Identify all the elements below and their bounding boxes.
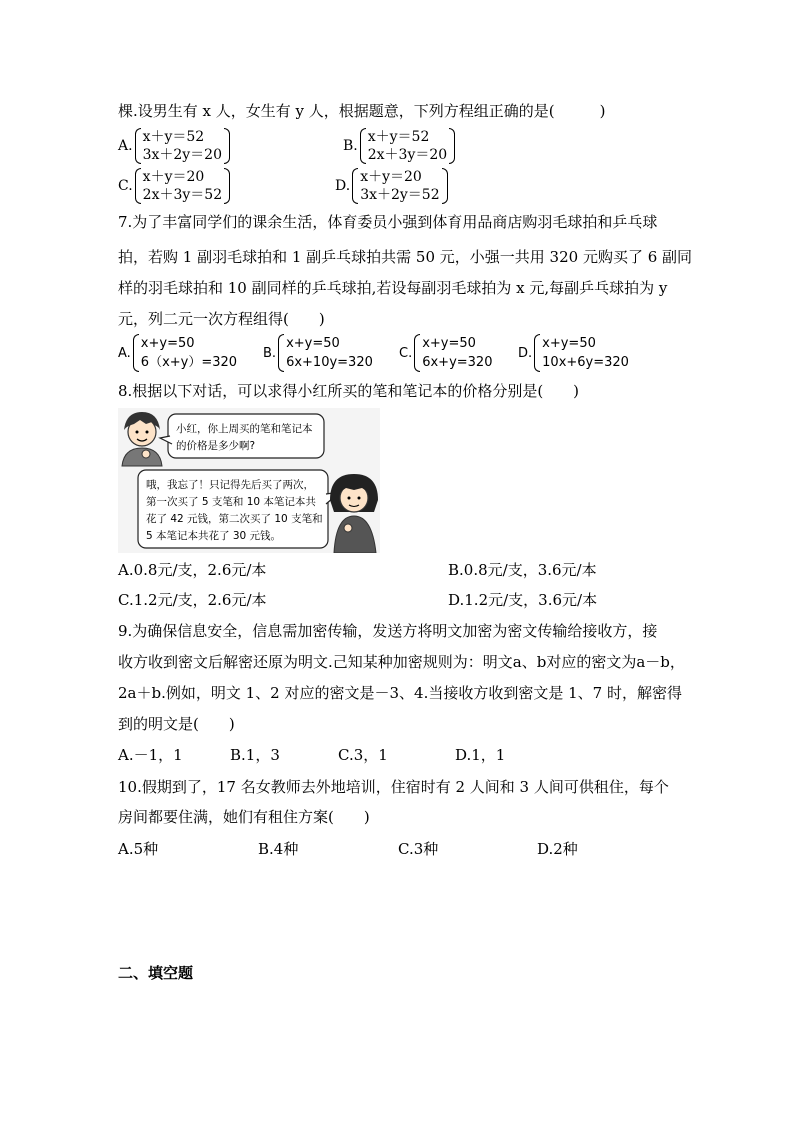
girl-speech-bubble	[138, 470, 340, 548]
q6-option-c[interactable]	[118, 168, 230, 204]
equation: 6x+10y=320	[286, 355, 373, 370]
q6-option-d[interactable]	[335, 168, 448, 204]
equation: x+y=50	[542, 336, 596, 351]
dialog-illustration	[118, 408, 380, 553]
right-paren	[224, 128, 230, 164]
boy-speech-bubble	[160, 414, 324, 458]
q9-stem-line: 2a＋b.例如，明文 1、2 对应的密文是－3、4.当接收方收到密文是 1、7 时，解密得	[118, 684, 682, 702]
girl-dialog-line: 花了 42 元钱，第二次买了 10 支笔和	[146, 513, 323, 525]
girl-dialog-line: 第一次买了 5 支笔和 10 本笔记本共	[146, 496, 316, 508]
equation: x+y=50	[140, 336, 195, 351]
equation: 2x＋3y＝52	[142, 187, 223, 203]
option-label: C.	[399, 345, 413, 361]
girl-dialog-line: 哦，我忘了！只记得先后买了两次，	[146, 479, 314, 491]
boy-dialog-line: 的价格是多少啊?	[176, 440, 256, 452]
q7-option-d[interactable]	[518, 334, 629, 372]
equation-system	[135, 168, 230, 204]
q10-stem-line: 房间都要住满，她们有租住方案( )	[118, 808, 370, 826]
q6-stem: 棵.设男生有 x 人，女生有 y 人，根据题意，下列方程组正确的是( )	[118, 102, 606, 120]
option-label: C.	[118, 178, 133, 194]
left-brace	[360, 128, 366, 164]
option-label: A.	[118, 138, 133, 154]
q7-stem-line: 样的羽毛球拍和 10 副同样的乒乓球拍,若设每副羽毛球拍为 x 元,每副乒乓球拍为 y	[118, 279, 668, 297]
equation: x＋y＝20	[360, 169, 422, 185]
equation: x＋y＝52	[367, 129, 430, 145]
equation: 10x+6y=320	[542, 355, 629, 370]
q10-option-b[interactable]: B.4种	[258, 840, 299, 858]
q7-option-c[interactable]	[399, 334, 492, 372]
equation: x＋y＝52	[142, 129, 205, 145]
left-brace	[135, 128, 141, 164]
q8-stem: 8.根据以下对话，可以求得小红所买的笔和笔记本的价格分别是( )	[118, 382, 580, 400]
equation: 6（x+y）=320	[140, 355, 238, 370]
equation-system	[278, 334, 373, 372]
boy-dialog-line: 小红，你上周买的笔和笔记本	[176, 423, 313, 435]
q8-option-c[interactable]: C.1.2元/支，2.6元/本	[118, 591, 267, 609]
q9-stem-line: 收方收到密文后解密还原为明文.己知某种加密规则为：明文a、b对应的密文为a－b，	[118, 653, 685, 671]
q7-option-a[interactable]	[118, 334, 237, 372]
equation-system	[133, 334, 237, 372]
left-brace	[133, 334, 139, 372]
q9-option-d[interactable]: D.1，1	[455, 746, 506, 764]
q9-option-b[interactable]: B.1，3	[230, 746, 280, 764]
equation: 3x＋2y＝52	[360, 187, 440, 203]
left-brace	[414, 334, 420, 372]
girl-dialog-line: 5 本笔记本共花了 30 元钱。	[146, 530, 282, 542]
q10-option-c[interactable]: C.3种	[398, 840, 439, 858]
q9-option-a[interactable]: A.－1，1	[118, 746, 183, 764]
q9-option-c[interactable]: C.3，1	[338, 746, 388, 764]
left-brace	[534, 334, 540, 372]
right-paren	[224, 168, 230, 204]
equation-system	[360, 128, 455, 164]
left-brace	[278, 334, 284, 372]
q7-option-b[interactable]	[263, 334, 373, 372]
section-heading: 二、填空题	[118, 964, 194, 982]
q7-stem-line: 元，列二元一次方程组得( )	[118, 310, 325, 328]
equation: x+y=50	[286, 336, 340, 351]
left-brace	[352, 168, 358, 204]
right-paren	[442, 168, 448, 204]
q10-option-a[interactable]: A.5种	[118, 840, 159, 858]
option-label: D.	[518, 345, 533, 361]
equation: 3x＋2y＝20	[142, 147, 222, 163]
option-label: A.	[118, 345, 131, 361]
q6-option-a[interactable]	[118, 128, 230, 164]
equation: x＋y＝20	[142, 169, 205, 185]
option-label: B.	[263, 345, 277, 361]
q9-stem-line: 到的明文是( )	[118, 715, 235, 733]
q8-option-b[interactable]: B.0.8元/支，3.6元/本	[448, 561, 597, 579]
equation-system	[534, 334, 629, 372]
equation: 2x＋3y＝20	[367, 147, 448, 163]
equation-system	[352, 168, 447, 204]
q7-stem-line: 拍，若购 1 副羽毛球拍和 1 副乒乓球拍共需 50 元，小强一共用 320 元购买了 6 副同	[118, 248, 693, 266]
q10-option-d[interactable]: D.2种	[537, 840, 578, 858]
equation: x+y=50	[422, 336, 476, 351]
option-label: B.	[343, 138, 358, 154]
left-brace	[135, 168, 141, 204]
equation: 6x+y=320	[422, 355, 493, 370]
q6-option-b[interactable]	[343, 128, 455, 164]
q10-stem-line: 10.假期到了，17 名女教师去外地培训，住宿时有 2 人间和 3 人间可供租住，每个	[118, 778, 669, 796]
q8-option-d[interactable]: D.1.2元/支，3.6元/本	[448, 591, 598, 609]
q7-stem-line: 7.为了丰富同学们的课余生活，体育委员小强到体育用品商店购羽毛球拍和乒乓球	[118, 213, 658, 231]
q8-option-a[interactable]: A.0.8元/支，2.6元/本	[118, 561, 267, 579]
right-paren	[449, 128, 455, 164]
equation-system	[135, 128, 230, 164]
equation-system	[414, 334, 492, 372]
q9-stem-line: 9.为确保信息安全，信息需加密传输，发送方将明文加密为密文传输给接收方，接	[118, 622, 658, 640]
option-label: D.	[335, 178, 351, 194]
